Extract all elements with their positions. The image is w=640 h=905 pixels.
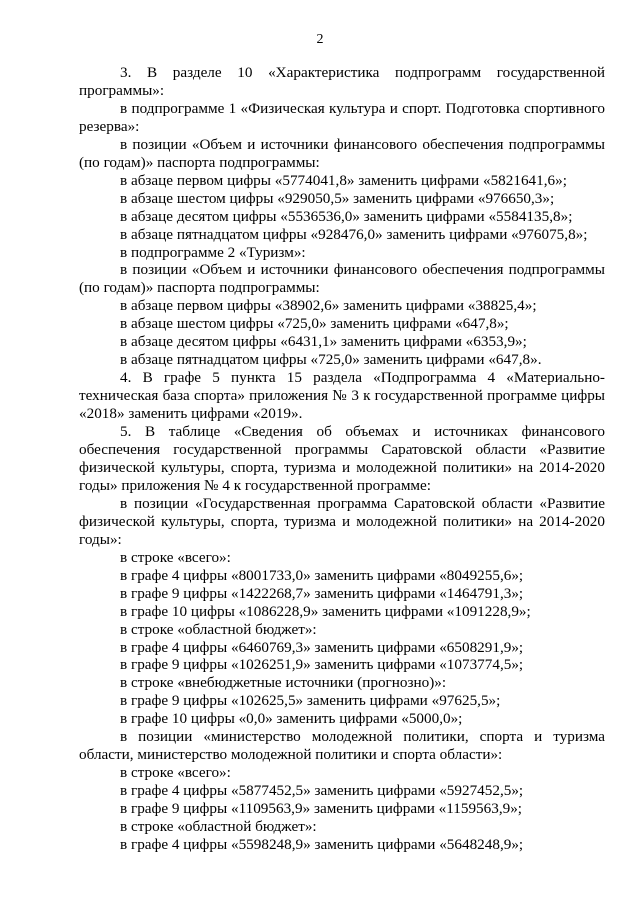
paragraph: в абзаце шестом цифры «725,0» заменить цифрами «647,8»; (120, 315, 509, 333)
page-number: 2 (316, 32, 324, 47)
paragraph: в строке «областной бюджет»: (120, 818, 317, 836)
paragraph: в абзаце первом цифры «38902,6» заменить цифрами «38825,4»; (120, 297, 537, 315)
paragraph: в графе 10 цифры «1086228,9» заменить цифрами «1091228,9»; (120, 602, 531, 620)
paragraph: в абзаце пятнадцатом цифры «725,0» заменить цифрами «647,8». (120, 351, 542, 369)
paragraph: в подпрограмме 1 «Физическая культура и спорт. Подготовка спортивного резерва»: (79, 99, 605, 135)
paragraph: в графе 9 цифры «1109563,9» заменить цифрами «1159563,9»; (120, 800, 523, 818)
paragraph: 4. В графе 5 пункта 15 раздела «Подпрограмма 4 «Материально-техническая база спорта» приложения № 3 к государственной программе цифры «2018» заменить цифрами «2019». (79, 369, 605, 423)
paragraph: в строке «областной бюджет»: (120, 620, 317, 638)
paragraph: в графе 9 цифры «102625,5» заменить цифрами «97625,5»; (120, 692, 501, 710)
paragraph: в строке «внебюджетные источники (прогнозно)»: (120, 674, 447, 692)
paragraph: в графе 4 цифры «8001733,0» заменить цифрами «8049255,6»; (120, 566, 524, 584)
paragraph: в позиции «Государственная программа Саратовской области «Развитие физической культуры, спорта, туризма и молодежной политики» на 2014-2020 годы»: (79, 494, 605, 548)
paragraph: 3. В разделе 10 «Характеристика подпрограмм государственной программы»: (79, 64, 605, 99)
paragraph: в строке «всего»: (120, 548, 231, 566)
paragraph: в абзаце пятнадцатом цифры «928476,0» заменить цифрами «976075,8»; (120, 225, 588, 243)
paragraph: в позиции «Объем и источники финансового обеспечения подпрограммы (по годам)» паспорта подпрограммы: (79, 261, 605, 297)
paragraph: в графе 9 цифры «1026251,9» заменить цифрами «1073774,5»; (120, 656, 524, 674)
paragraph: в позиции «министерство молодежной политики, спорта и туризма области, министерство молодежной политики и спорта области»: (79, 728, 605, 764)
paragraph: в абзаце первом цифры «5774041,8» заменить цифрами «5821641,6»; (120, 171, 567, 189)
paragraph: в абзаце десятом цифры «5536536,0» заменить цифрами «5584135,8»; (120, 207, 573, 225)
paragraph: в позиции «Объем и источники финансового обеспечения подпрограммы (по годам)» паспорта подпрограммы: (79, 135, 605, 171)
paragraph: в графе 9 цифры «1422268,7» заменить цифрами «1464791,3»; (120, 584, 524, 602)
paragraph: в графе 4 цифры «5877452,5» заменить цифрами «5927452,5»; (120, 782, 524, 800)
document-body (79, 64, 605, 854)
paragraph: в строке «всего»: (120, 764, 231, 782)
paragraph: в абзаце десятом цифры «6431,1» заменить цифрами «6353,9»; (120, 333, 527, 351)
paragraph: в абзаце шестом цифры «929050,5» заменить цифрами «976650,3»; (120, 189, 555, 207)
paragraph: в графе 10 цифры «0,0» заменить цифрами «5000,0»; (120, 710, 463, 728)
paragraph: в графе 4 цифры «6460769,3» заменить цифрами «6508291,9»; (120, 638, 524, 656)
paragraph: в графе 4 цифры «5598248,9» заменить цифрами «5648248,9»; (120, 835, 524, 853)
paragraph: в подпрограмме 2 «Туризм»: (120, 243, 306, 261)
paragraph: 5. В таблице «Сведения об объемах и источниках финансового обеспечения государственной программы Саратовской области «Развитие физической культуры, спорта, туризма и молодежной политики» на 2014-2020 годы» приложения № 4 к государственной программе: (79, 423, 605, 494)
